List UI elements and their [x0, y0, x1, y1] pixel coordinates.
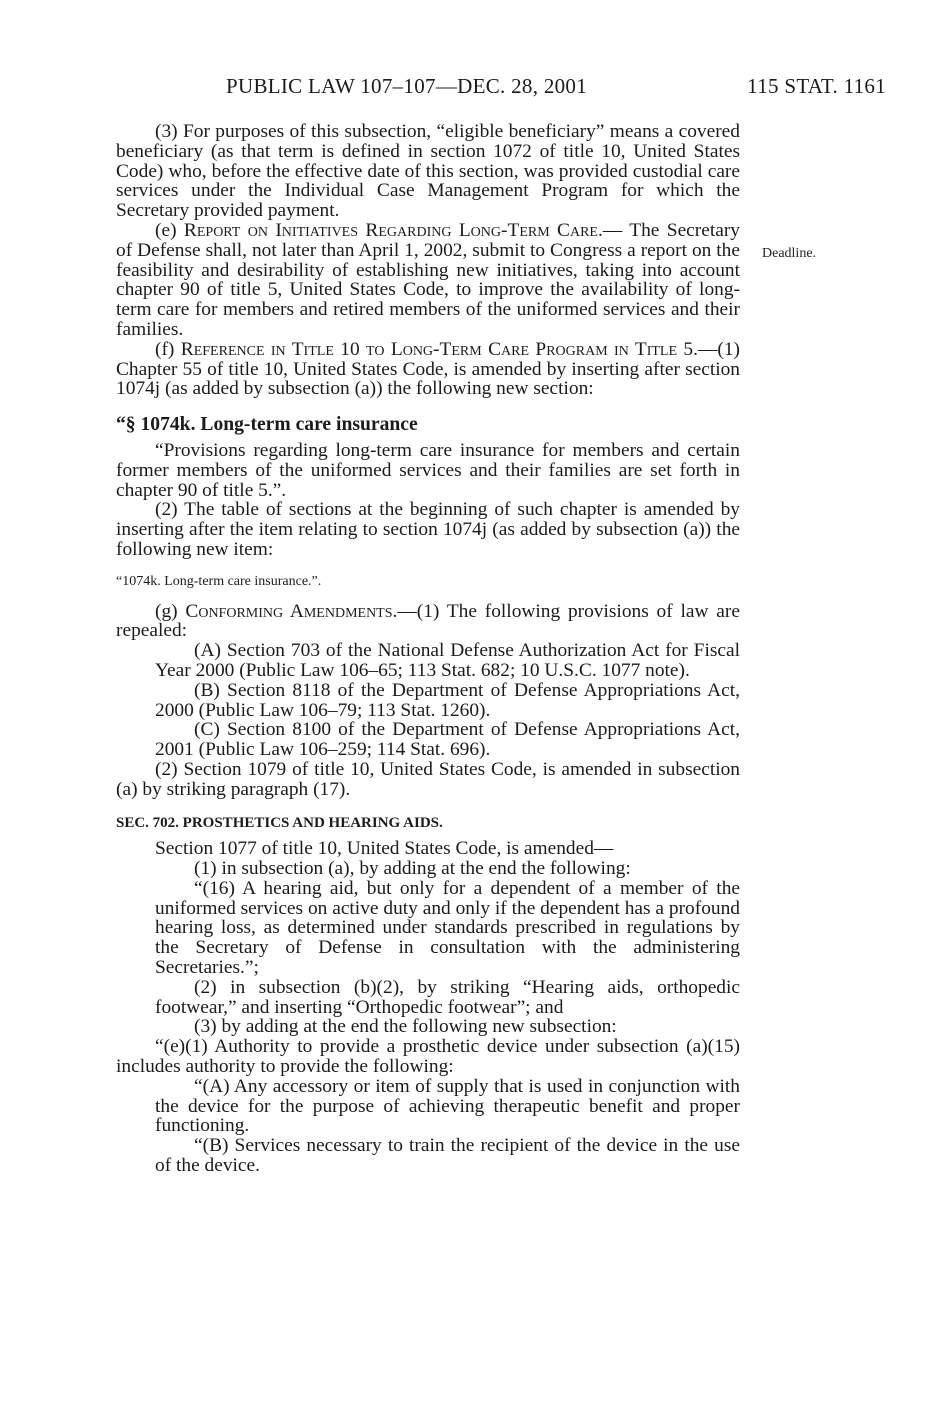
new-subsection-e-1: “(e)(1) Authority to provide a prosthetic device under subsection (a)(15) includes authority to provide the following: [116, 1036, 740, 1078]
subparagraph-g-b: (B) Section 8118 of the Department of Defense Appropriations Act, 2000 (Public Law 106–79; 113 Stat. 1260). [155, 679, 740, 721]
paragraph-table-of-sections: (2) The table of sections at the beginning of such chapter is amended by inserting after the item relating to section 1074j (as added by subsection (a)) the following new item: [116, 499, 740, 560]
amendment-1-paragraph-16: “(16) A hearing aid, but only for a dependent of a member of the uniformed services on active duty and only if the dependent has a profound hearing loss, as determined under standards prescribed in regulations by the Secretary of Defense in consultation with the administering Secretaries.”; [155, 877, 740, 979]
stat-page-number: 115 STAT. 1161 [747, 74, 886, 98]
paragraph-provisions: “Provisions regarding long-term care insurance for members and certain former members of the uniformed services and their families are set forth in chapter 90 of title 5.”. [116, 439, 740, 501]
sec-702-intro: Section 1077 of title 10, United States Code, is amended— [155, 838, 614, 860]
subparagraph-g-c: (C) Section 8100 of the Department of Defense Appropriations Act, 2001 (Public Law 106–259; 114 Stat. 696). [155, 719, 740, 761]
subsection-e [116, 221, 740, 340]
table-item-1074k: “1074k. Long-term care insurance.”. [116, 573, 322, 589]
subsection-g [116, 602, 740, 642]
amendment-1: (1) in subsection (a), by adding at the end the following: [194, 858, 631, 880]
subsection-f-heading: Reference in Title 10 to Long-Term Care Program in Title 5. [180, 338, 698, 360]
amendment-3: (3) by adding at the end the following new subsection: [194, 1016, 617, 1038]
subsection-e-label: (e) [155, 219, 184, 241]
subsection-f-label: (f) [155, 338, 181, 360]
document-body [116, 122, 740, 1176]
subparagraph-g-a: (A) Section 703 of the National Defense Authorization Act for Fiscal Year 2000 (Public Law 106–65; 113 Stat. 682; 10 U.S.C. 1077 note). [155, 640, 740, 681]
new-subsection-e-a: “(A) Any accessory or item of supply that is used in conjunction with the device for the purpose of achieving therapeutic benefit and proper functioning. [155, 1075, 740, 1137]
subsection-g-text: —(1) The following provisions of law are repealed: [116, 600, 740, 642]
subsection-f [116, 340, 740, 399]
subsection-g-heading: Conforming Amendments. [185, 600, 398, 622]
amendment-2: (2) in subsection (b)(2), by striking “Hearing aids, orthopedic footwear,” and inserting “Orthopedic footwear”; and [155, 976, 740, 1018]
subsection-e-text: — The Secretary of Defense shall, not later than April 1, 2002, submit to Congress a report on the feasibility and desirability of establishing new initiatives, taking into account chapter 90 of title 5, United States Code, to improve the availability of long-term care for members and retired members of the uniformed services and their families. [116, 219, 741, 340]
sec-702-heading: SEC. 702. PROSTHETICS AND HEARING AIDS. [116, 814, 443, 831]
subsection-g-label: (g) [155, 600, 186, 622]
section-1074k-heading: “§ 1074k. Long-term care insurance [116, 414, 418, 436]
paragraph-eligible-beneficiary: (3) For purposes of this subsection, “eligible beneficiary” means a covered beneficiary (as that term is defined in section 1072 of title 10, United States Code) who, before the effective date of this section, was provided custodial care services under the Individual Case Management Program for which the Secretary provided payment. [116, 121, 740, 222]
law-title: PUBLIC LAW 107–107—DEC. 28, 2001 [226, 74, 588, 98]
subsection-e-heading: Report on Initiatives Regarding Long-Term Care. [183, 219, 603, 241]
paragraph-g-2: (2) Section 1079 of title 10, United States Code, is amended in subsection (a) by striking paragraph (17). [116, 758, 740, 800]
new-subsection-e-b: “(B) Services necessary to train the recipient of the device in the use of the device. [155, 1135, 740, 1177]
margin-note-deadline: Deadline. [762, 246, 817, 261]
subsection-f-text: —(1) Chapter 55 of title 10, United States Code, is amended by inserting after section 1074j (as added by subsection (a)) the following new section: [116, 338, 740, 400]
